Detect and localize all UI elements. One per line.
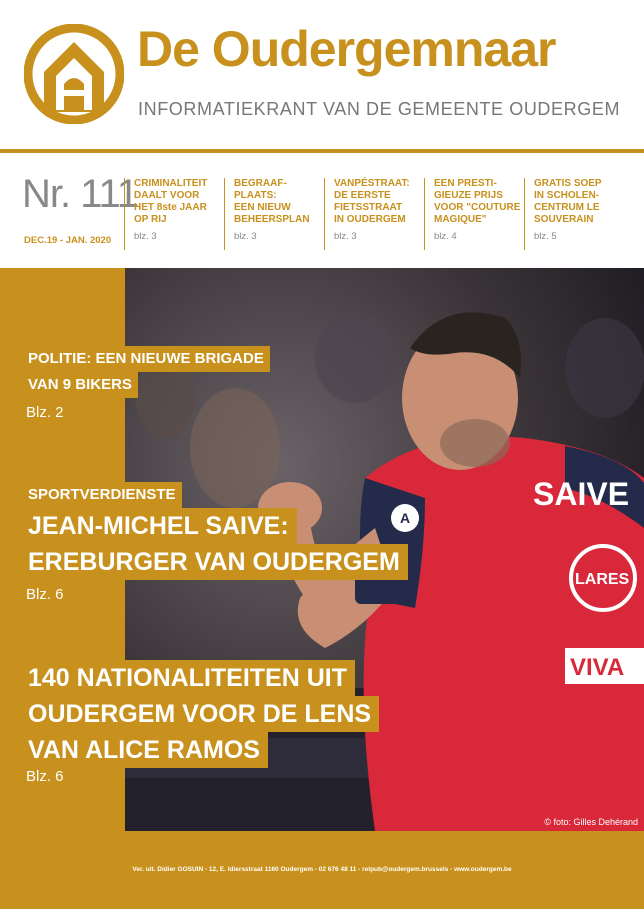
newspaper-subtitle: INFORMATIEKRANT VAN DE GEMEENTE OUDERGEM bbox=[138, 99, 621, 119]
house-a-logo-icon bbox=[24, 24, 124, 124]
headline-sport-page: Blz. 6 bbox=[26, 586, 64, 603]
teaser-begraafplaats[interactable] bbox=[224, 178, 332, 250]
publisher-footer: Ver. uit. Didier GOSUIN - 12, E. Idiersstraat 1160 Oudergem - 02 676 48 11 - relpub@oudergem.brussels - www.oudergem.be bbox=[132, 866, 512, 873]
shirt-text: SAIVE bbox=[533, 476, 630, 512]
headline-police-line1: POLITIE: EEN NIEUWE BRIGADE bbox=[26, 346, 270, 372]
teaser-title: CRIMINALITEIT DAALT VOOR HET 8ste JAAR OP RIJ bbox=[134, 178, 208, 225]
sponsor-2: VIVA bbox=[570, 654, 625, 681]
teaser-vanpestraat[interactable] bbox=[324, 178, 432, 250]
photo-credit: © foto: Gilles Dehérand bbox=[544, 817, 638, 827]
teaser-title: VANPÉSTRAAT: DE EERSTE FIETSSTRAAT IN OUDERGEM bbox=[334, 178, 410, 225]
teaser-title: BEGRAAF- PLAATS: EEN NIEUW BEHEERSPLAN bbox=[234, 178, 310, 225]
headline-nations-page: Blz. 6 bbox=[26, 768, 64, 785]
teaser-criminaliteit[interactable] bbox=[124, 178, 232, 250]
issue-date: DEC.19 - JAN. 2020 bbox=[24, 235, 112, 246]
teaser-title: GRATIS SOEP IN SCHOLEN- CENTRUM LE SOUVERAIN bbox=[534, 178, 602, 225]
headline-nations[interactable] bbox=[26, 660, 379, 785]
newspaper-title: De Oudergemnaar bbox=[137, 21, 556, 77]
headline-sport-kicker: SPORTVERDIENSTE bbox=[26, 482, 182, 508]
issue-number: Nr. 111 bbox=[22, 172, 139, 216]
teaser-page: blz. 4 bbox=[434, 231, 457, 242]
headline-nations-line2: OUDERGEM VOOR DE LENS bbox=[26, 696, 379, 732]
teaser-page: blz. 3 bbox=[334, 231, 357, 242]
teaser-page: blz. 5 bbox=[534, 231, 557, 242]
teaser-page: blz. 3 bbox=[234, 231, 257, 242]
teaser-page: blz. 3 bbox=[134, 231, 157, 242]
svg-text:A: A bbox=[400, 510, 411, 526]
masthead-divider bbox=[0, 149, 644, 153]
teaser-gratis-soep[interactable] bbox=[524, 178, 630, 250]
headline-police[interactable] bbox=[26, 346, 270, 421]
headline-nations-line1: 140 NATIONALITEITEN UIT bbox=[26, 660, 355, 696]
headline-sport-line2: EREBURGER VAN OUDERGEM bbox=[26, 544, 408, 580]
headline-nations-line3: VAN ALICE RAMOS bbox=[26, 732, 268, 768]
teaser-title: EEN PRESTI- GIEUZE PRIJS VOOR "COUTURE MAGIQUE" bbox=[434, 178, 521, 225]
teaser-couture-magique[interactable] bbox=[424, 178, 532, 250]
headline-police-line2: VAN 9 BIKERS bbox=[26, 372, 138, 398]
headline-police-page: Blz. 2 bbox=[26, 404, 64, 421]
headline-sport[interactable] bbox=[26, 482, 411, 603]
sponsor-1: LARES bbox=[575, 571, 630, 588]
headline-sport-line1: JEAN-MICHEL SAIVE: bbox=[26, 508, 297, 544]
